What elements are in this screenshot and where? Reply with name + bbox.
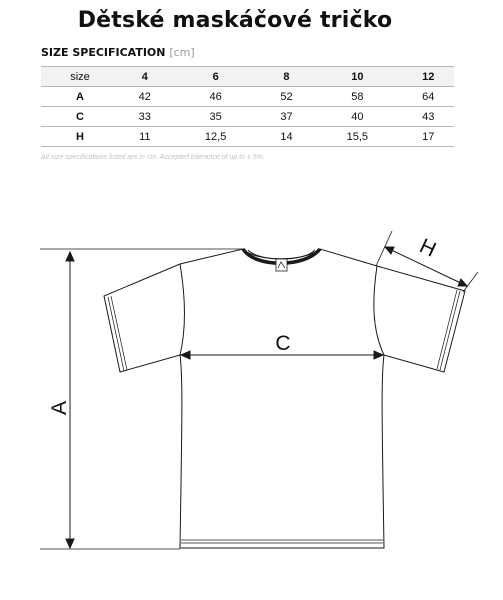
table-cell: 37 xyxy=(261,107,313,127)
table-cell: 15,5 xyxy=(312,127,402,147)
table-cell: 52 xyxy=(261,87,313,107)
left-sleeve-hem xyxy=(108,297,124,371)
size-spec-heading-text: SIZE SPECIFICATION xyxy=(41,46,166,59)
row-label: A xyxy=(41,87,119,107)
header-cell: 10 xyxy=(312,67,402,87)
table-cell: 12,5 xyxy=(171,127,261,147)
right-sleeve-seam xyxy=(374,266,384,355)
dimension-a-label: A xyxy=(48,400,71,416)
header-cell: 6 xyxy=(171,67,261,87)
left-sleeve-seam xyxy=(180,264,185,355)
table-cell: 42 xyxy=(119,87,171,107)
row-label: C xyxy=(41,107,119,127)
tolerance-note: All size specifications listed are in cm. Accepted tolerance of up to ± 5%. xyxy=(41,154,265,161)
tshirt-outline xyxy=(104,249,465,548)
right-sleeve-hem xyxy=(440,291,460,370)
header-cell: size xyxy=(41,67,119,87)
header-cell: 12 xyxy=(402,67,454,87)
table-row xyxy=(41,127,454,147)
size-spec-unit: [cm] xyxy=(169,46,195,59)
size-spec-heading xyxy=(41,46,195,59)
tshirt-diagram xyxy=(0,200,503,600)
table-cell: 14 xyxy=(261,127,313,147)
header-cell: 4 xyxy=(119,67,171,87)
table-cell: 17 xyxy=(402,127,454,147)
table-cell: 46 xyxy=(171,87,261,107)
table-cell: 11 xyxy=(119,127,171,147)
table-row xyxy=(41,107,454,127)
size-table xyxy=(41,66,454,147)
table-cell: 58 xyxy=(312,87,402,107)
table-cell: 35 xyxy=(171,107,261,127)
page-title: Dětské maskáčové tričko xyxy=(77,8,393,33)
dimension-c-label: C xyxy=(275,332,291,355)
table-cell: 43 xyxy=(402,107,454,127)
size-table-header-row xyxy=(41,67,454,87)
dimension-h-label: H xyxy=(416,234,440,262)
table-cell: 40 xyxy=(312,107,402,127)
header-cell: 8 xyxy=(261,67,313,87)
table-cell: 64 xyxy=(402,87,454,107)
neck-label xyxy=(276,259,287,271)
table-row xyxy=(41,87,454,107)
table-cell: 33 xyxy=(119,107,171,127)
row-label: H xyxy=(41,127,119,147)
